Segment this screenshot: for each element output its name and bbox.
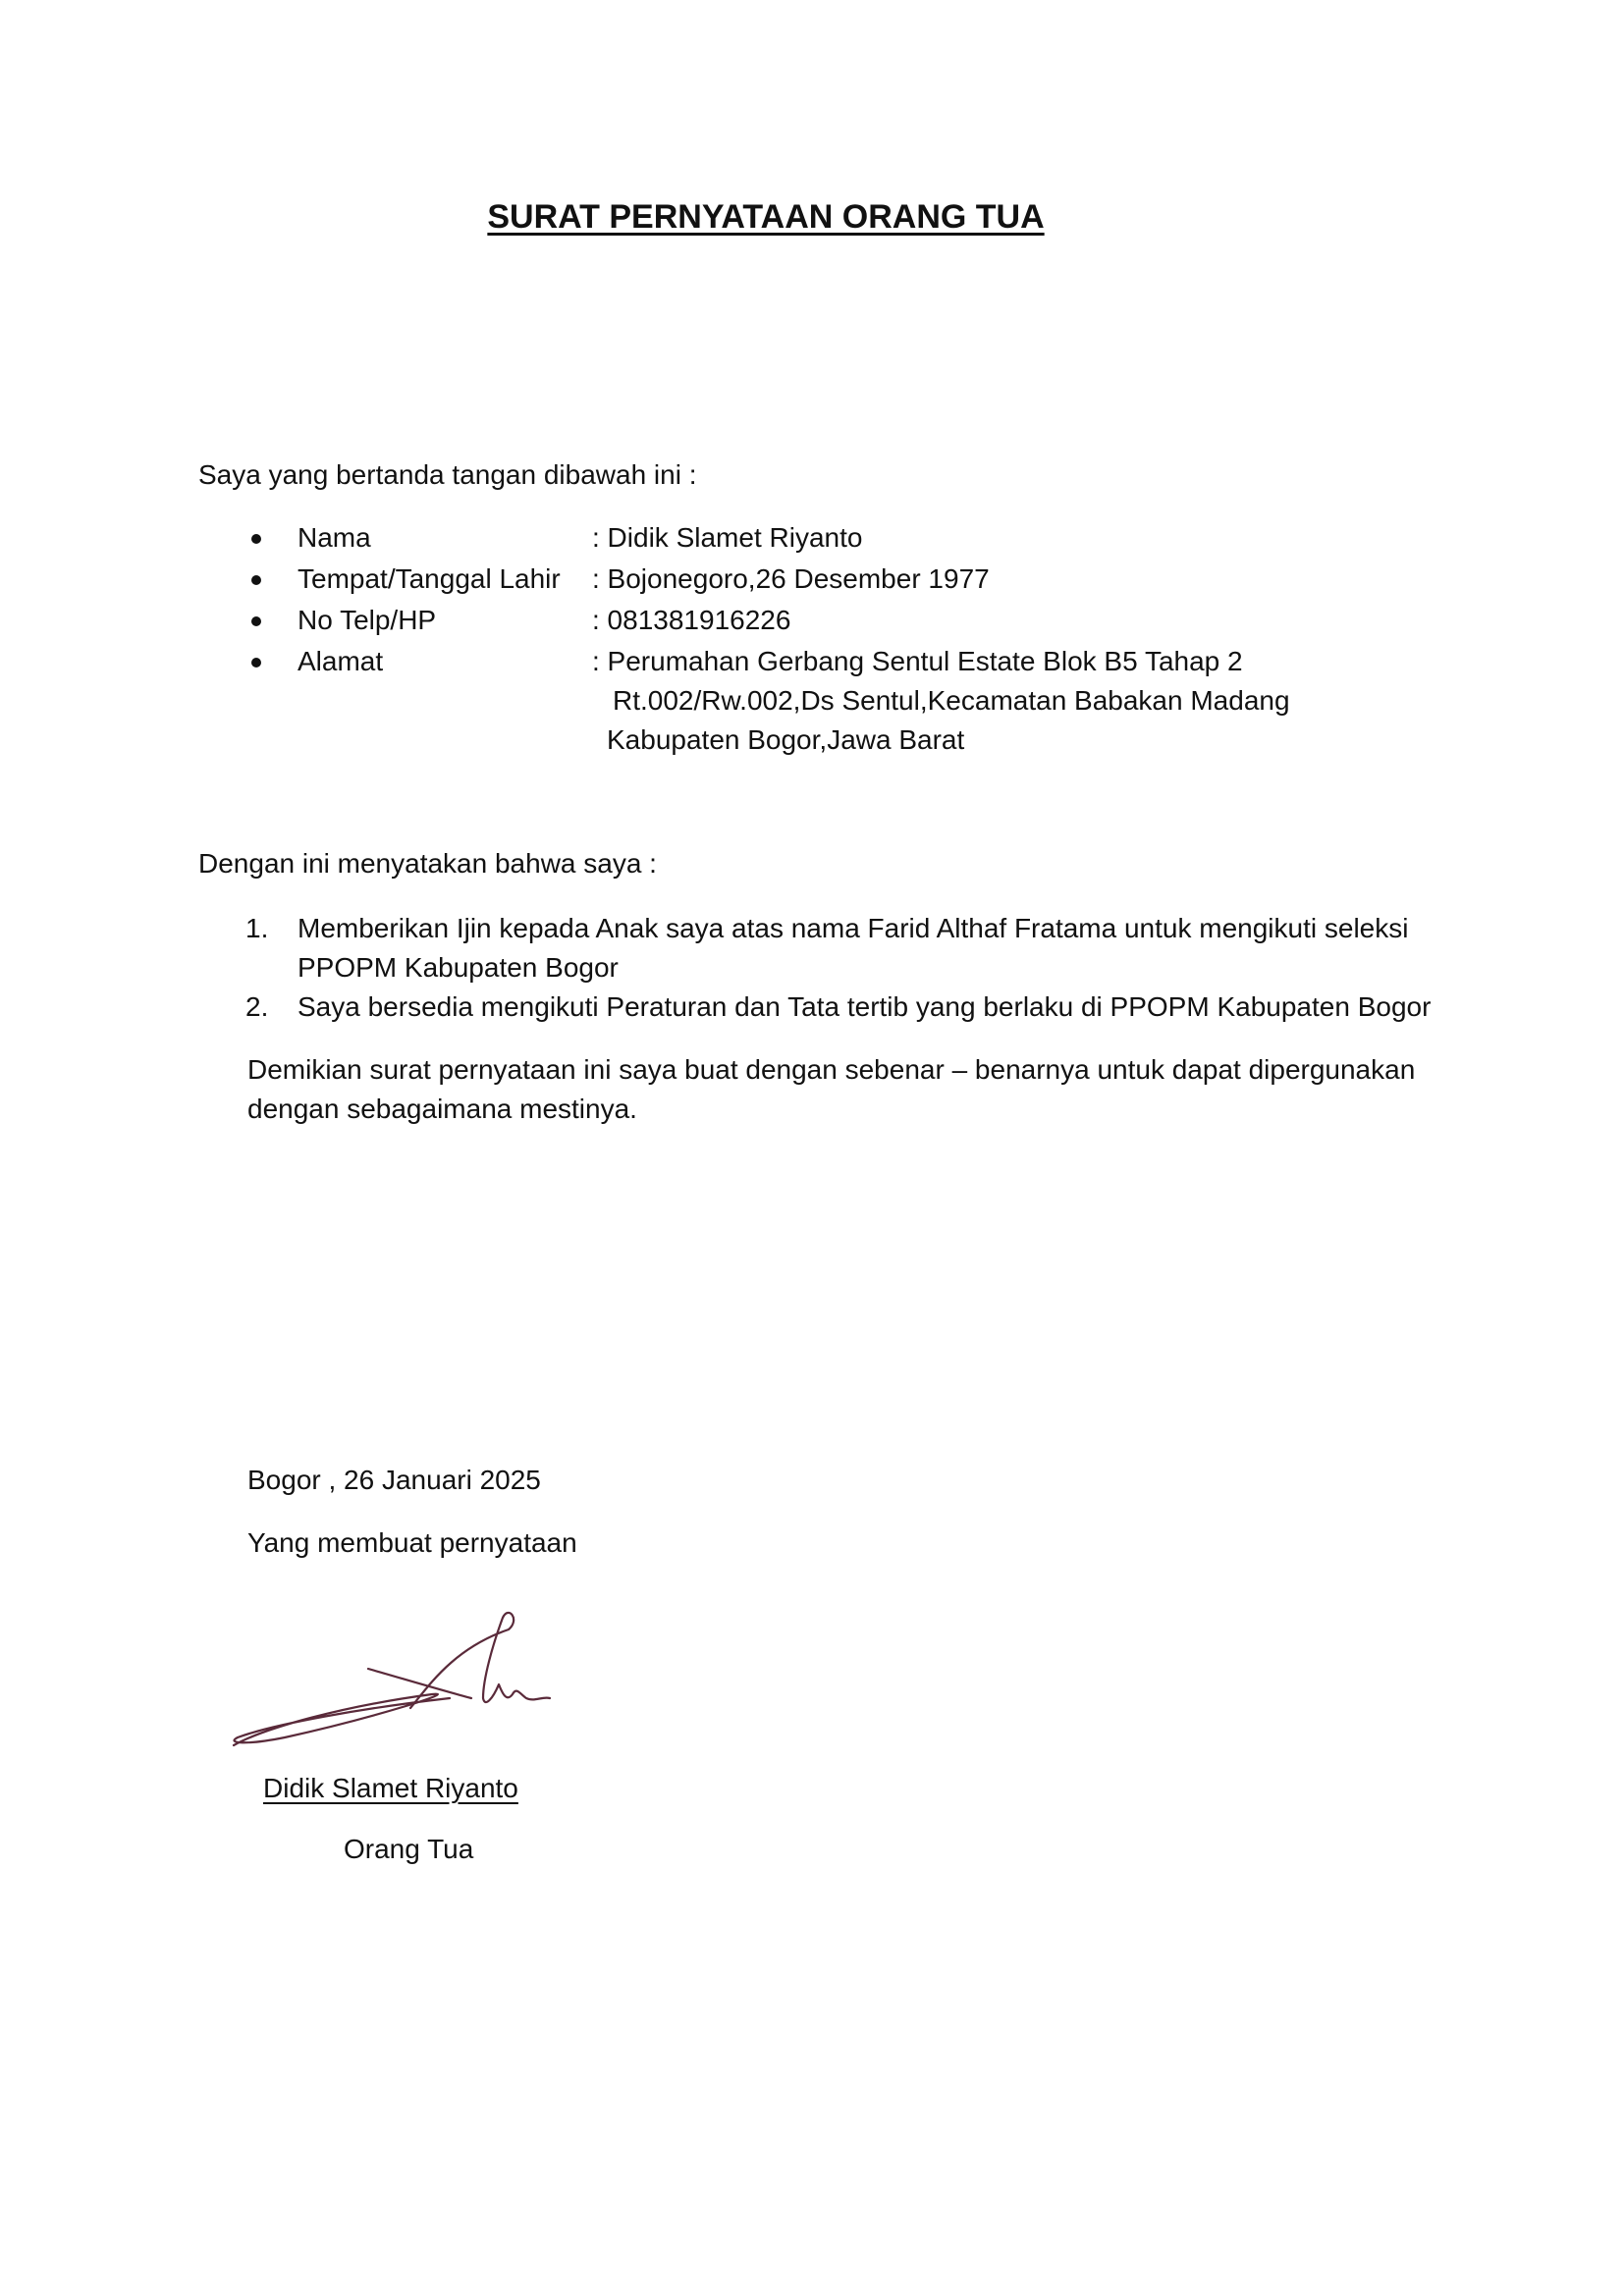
statement-line: Memberikan Ijin kepada Anak saya atas nama Farid Althaf Fratama untuk mengikuti seleksi <box>298 913 1409 943</box>
bullet-icon <box>251 575 261 585</box>
bullet-icon <box>251 658 261 667</box>
identity-label-phone: No Telp/HP <box>298 605 437 635</box>
signer-name: Didik Slamet Riyanto <box>263 1773 518 1803</box>
identity-value-phone: : 081381916226 <box>592 605 791 635</box>
intro-text: Saya yang bertanda tangan dibawah ini : <box>198 459 697 490</box>
bullet-icon <box>251 534 261 544</box>
identity-value-birth: : Bojonegoro,26 Desember 1977 <box>592 563 990 594</box>
statement-intro: Dengan ini menyatakan bahwa saya : <box>198 848 657 879</box>
statement-line: Saya bersedia mengikuti Peraturan dan Tata tertib yang berlaku di PPOPM Kabupaten Bogor <box>298 991 1432 1022</box>
statement-number: 1. <box>245 913 269 943</box>
signer-caption: Yang membuat pernyataan <box>247 1527 577 1558</box>
address-line-2: Rt.002/Rw.002,Ds Sentul,Kecamatan Babakan Madang <box>613 685 1290 716</box>
closing-line-2: dengan sebagaimana mestinya. <box>247 1094 637 1124</box>
address-line-3: Kabupaten Bogor,Jawa Barat <box>607 724 965 755</box>
closing-line-1: Demikian surat pernyataan ini saya buat dengan sebenar – benarnya untuk dapat dipergunakan <box>247 1054 1416 1085</box>
signature-image <box>226 1600 560 1757</box>
identity-label-address: Alamat <box>298 646 384 676</box>
place-date: Bogor , 26 Januari 2025 <box>247 1465 541 1495</box>
statement-number: 2. <box>245 991 269 1022</box>
identity-label-birth: Tempat/Tanggal Lahir <box>298 563 561 594</box>
statement-line: PPOPM Kabupaten Bogor <box>298 952 619 983</box>
identity-value-address: : Perumahan Gerbang Sentul Estate Blok B5 Tahap 2 <box>592 646 1243 676</box>
identity-value-name: : Didik Slamet Riyanto <box>592 522 863 553</box>
document-title: SURAT PERNYATAAN ORANG TUA <box>487 198 1045 236</box>
signer-role: Orang Tua <box>344 1834 474 1864</box>
bullet-icon <box>251 616 261 626</box>
identity-label-name: Nama <box>298 522 371 553</box>
